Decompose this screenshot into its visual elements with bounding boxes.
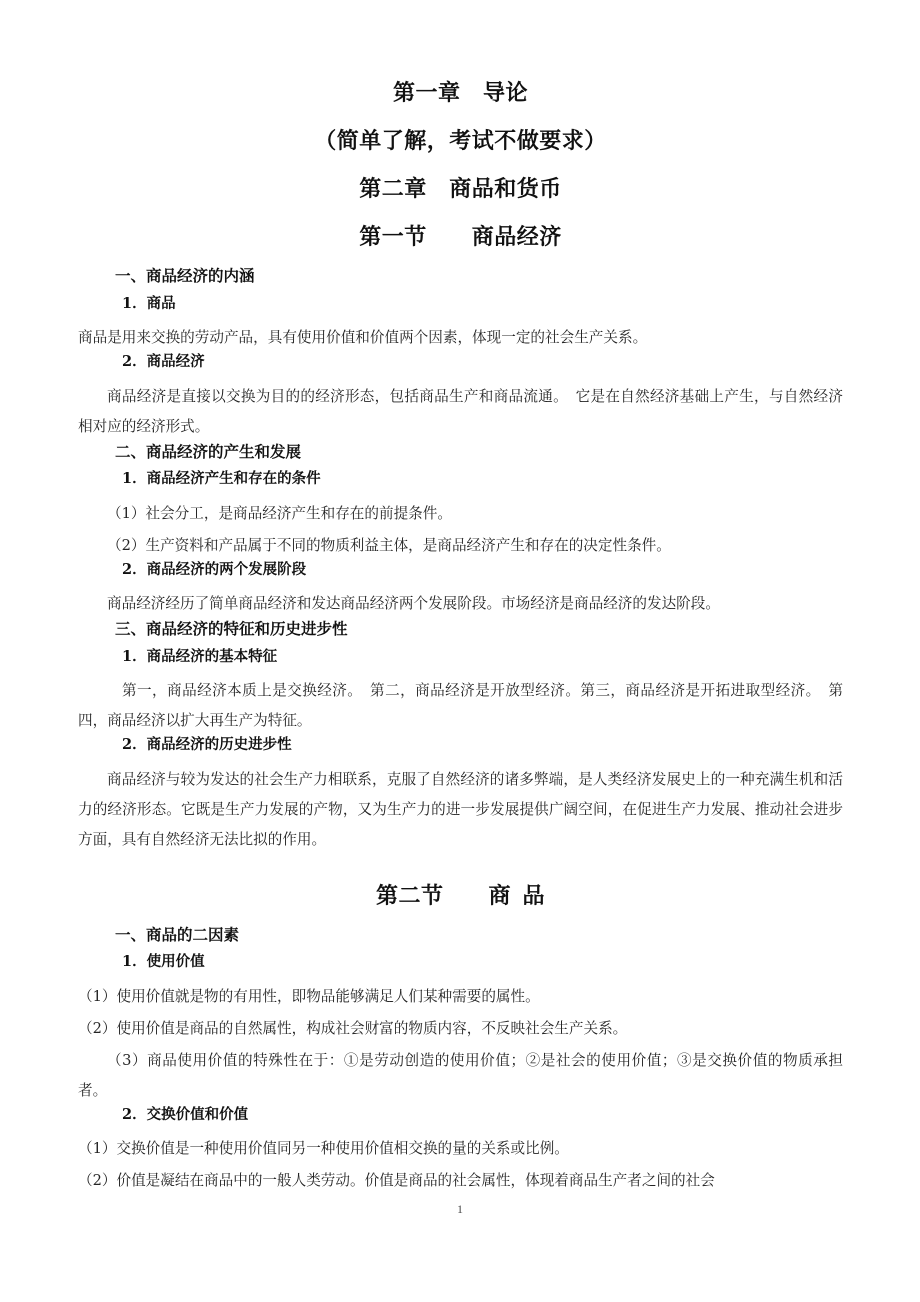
body-paragraph: （2）使用价值是商品的自然属性，构成社会财富的物质内容，不反映社会生产关系。 — [78, 1019, 628, 1037]
heading-level-2: 1．商品 — [122, 294, 176, 312]
body-paragraph: （1）社会分工，是商品经济产生和存在的前提条件。 — [107, 504, 452, 522]
heading-level-1: 三、商品经济的特征和历史进步性 — [115, 619, 348, 638]
heading-level-2: 1．使用价值 — [122, 953, 205, 970]
chapter-two-title: 第二章 商品和货币 — [359, 176, 562, 202]
body-paragraph: （2）价值是凝结在商品中的一般人类劳动。价值是商品的社会属性，体现着商品生产者之间的社会 — [78, 1172, 715, 1189]
heading-level-1: 二、商品经济的产生和发展 — [115, 441, 302, 461]
heading-level-1: 一、商品的二因素 — [115, 924, 240, 944]
body-paragraph: 商品经济经历了简单商品经济和发达商品经济两个发展阶段。市场经济是商品经济的发达阶段。 — [107, 595, 720, 612]
heading-level-2: 1．商品经济产生和存在的条件 — [122, 470, 321, 487]
heading-level-2: 2．交换价值和价值 — [122, 1105, 249, 1123]
heading-level-2: 2．商品经济的历史进步性 — [122, 736, 292, 753]
section-one-title: 第一节 商品经济 — [359, 224, 562, 250]
body-paragraph: 商品是用来交换的劳动产品，具有使用价值和价值两个因素，体现一定的社会生产关系。 — [78, 329, 648, 346]
body-paragraph: 商品经济是直接以交换为目的的经济形态，包括商品生产和商品流通。 它是在自然经济基础上产生，与自然经济相对应的经济形式。 — [78, 387, 843, 435]
body-paragraph: （1）交换价值是一种使用价值同另一种使用价值相交换的量的关系或比例。 — [78, 1140, 569, 1157]
heading-level-2: 2．商品经济 — [122, 353, 205, 370]
body-paragraph: 第一，商品经济本质上是交换经济。 第二，商品经济是开放型经济。第三，商品经济是开拓进取型经济。 第四，商品经济以扩大再生产为特征。 — [78, 682, 843, 729]
page-content — [78, 82, 843, 1198]
section-one-body — [78, 268, 843, 855]
body-paragraph: 商品经济与较为发达的社会生产力相联系，克服了自然经济的诸多弊端，是人类经济发展史上的一种充满生机和活力的经济形态。它既是生产力发展的产物，又为生产力的进一步发展提供广阔空间，在促进生产力发展、推动社会进步方面，具有自然经济无法比拟的作用。 — [78, 770, 843, 848]
section-two-title: 第二节 商 品 — [375, 882, 545, 909]
body-paragraph: （3）商品使用价值的特殊性在于：①是劳动创造的使用价值；②是社会的使用价值；③是交换价值的物质承担者。 — [78, 1051, 843, 1099]
heading-level-1: 一、商品经济的内涵 — [115, 266, 255, 285]
body-paragraph: （2）生产资料和产品属于不同的物质利益主体，是商品经济产生和存在的决定性条件。 — [107, 536, 671, 554]
body-paragraph: （1）使用价值就是物的有用性，即物品能够满足人们某种需要的属性。 — [78, 987, 540, 1005]
chapter-one-title: 第一章 导论 — [392, 80, 528, 106]
page-number: 1 — [457, 1202, 463, 1216]
section-two-body — [78, 924, 843, 1197]
heading-level-2: 2．商品经济的两个发展阶段 — [122, 560, 307, 578]
chapter-one-note: （简单了解，考试不做要求） — [314, 128, 607, 154]
heading-level-2: 1．商品经济的基本特征 — [122, 647, 278, 665]
